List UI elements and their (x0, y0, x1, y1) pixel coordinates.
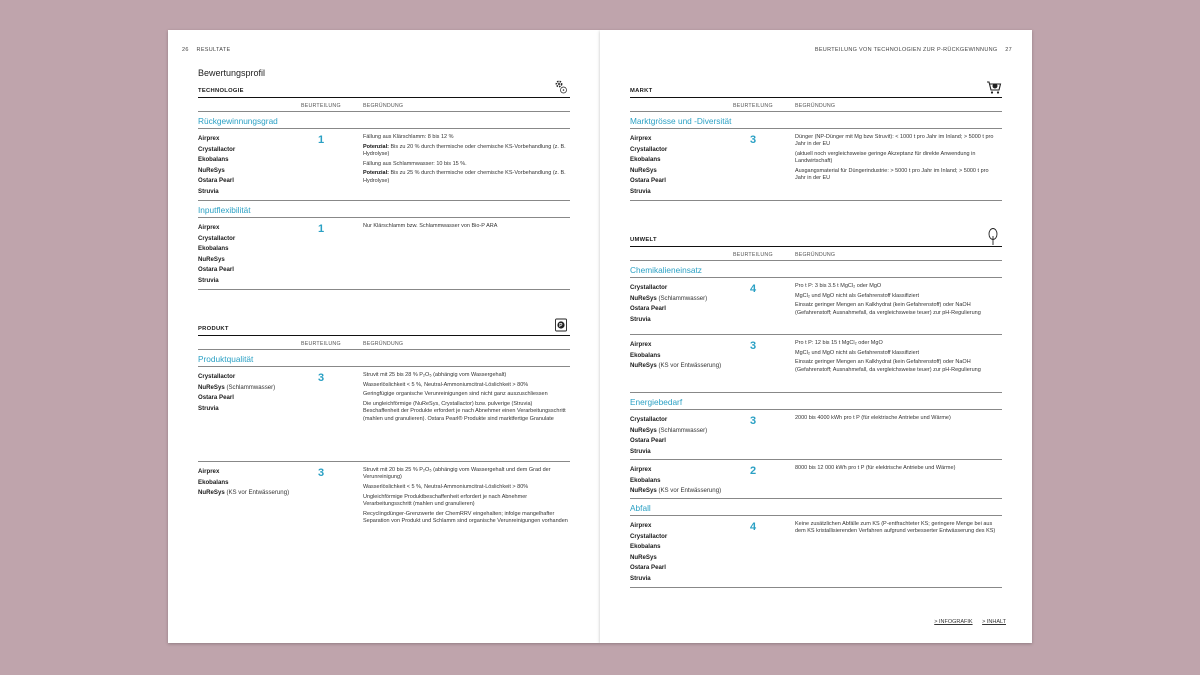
tech-name: Ostara Pearl (198, 394, 234, 402)
reason-line: Ungleichförmige Produktbeschaffenheit erfordert je nach Abnehmer Verarbeitungsschritt (mahlen und granulieren) (363, 493, 528, 507)
tech-name: Ekobalans (630, 351, 661, 359)
col-rating: BEURTEILUNG (301, 103, 341, 109)
technology-list (630, 134, 667, 198)
reason-line: Keine zusätzlichen Abfälle zum KS (P-entfrachteter KS; geringere Menge bei aus dem KS kristallisierenden Verfahren aufgrund verbesserter Entwässerung des KS) (795, 521, 996, 535)
table-row (630, 410, 1002, 460)
reason-line: Geringfügige organische Verunreinigungen sind nicht ganz auszuschliessen (363, 391, 548, 398)
tech-name: Ekobalans (198, 156, 229, 164)
tech-name: Crystallactor (630, 532, 668, 540)
tech-name: NuReSys (630, 166, 657, 174)
reason-line (363, 144, 568, 158)
footer-links (926, 619, 1006, 625)
tech-name: Ekobalans (630, 476, 661, 484)
tech-note: (KS vor Entwässerung) (656, 362, 722, 370)
tech-name: Crystallactor (198, 145, 236, 153)
column-headers (630, 98, 1002, 112)
table-row (630, 516, 1002, 588)
column-headers (198, 336, 570, 350)
tech-name: Struvia (198, 404, 219, 412)
tech-name: Airprex (198, 135, 220, 142)
column-headers (198, 98, 570, 112)
rating-score: 3 (750, 340, 757, 352)
rating-score: 1 (318, 223, 325, 235)
right-page-number: 27 (1005, 47, 1012, 53)
reason-line: Struvit mit 20 bis 25 % P₂O₅ (abhängig vom Wassergehalt und dem Grad der Verunreinigung) (363, 467, 551, 481)
section-heading (630, 233, 1002, 247)
tech-name: Airprex (198, 468, 220, 475)
reason-line: Fällung aus Klärschlamm: 8 bis 12 % (363, 134, 454, 140)
col-rating: BEURTEILUNG (733, 252, 773, 258)
reason-line: 2000 bis 4000 kWh pro t P (für elektrische Antriebe und Wärme) (795, 415, 951, 421)
tech-note: (KS vor Entwässerung) (224, 489, 290, 497)
rating-score: 3 (750, 415, 757, 427)
right-running-head (815, 47, 1018, 53)
tech-name: Crystallactor (630, 284, 668, 291)
technology-list (630, 415, 707, 457)
left-running-head (182, 47, 236, 53)
table-row (630, 278, 1002, 335)
tech-name: NuReSys (630, 294, 657, 302)
tech-note: (Schlammwasser) (656, 294, 708, 302)
tech-name: Ostara Pearl (630, 305, 666, 313)
tech-name: Struvia (630, 574, 651, 582)
rating-reason (795, 465, 1000, 475)
tech-name: NuReSys (630, 426, 657, 434)
reason-line: Pro t P: 3 bis 3.5 t MgCl₂ oder MgO (795, 283, 882, 289)
tech-name: Ostara Pearl (630, 437, 666, 445)
rating-reason (363, 372, 568, 425)
col-reason: BEGRÜNDUNG (363, 103, 404, 109)
tech-name: Ostara Pearl (630, 177, 666, 185)
rating-score: 3 (750, 134, 757, 146)
reason-line: Wasserlöslichkeit < 5 %, Neutral-Ammoniumcitrat-Löslichkeit > 80% (363, 381, 529, 388)
reason-line: Struvit mit 25 bis 28 % P₂O₅ (abhängig vom Wassergehalt) (363, 372, 507, 378)
section-heading-label: MARKT (630, 88, 653, 94)
tech-name: Struvia (630, 447, 651, 455)
reason-line: Wasserlöslichkeit < 5 %, Neutral-Ammoniumcitrat-Löslichkeit > 80% (363, 483, 529, 490)
col-rating: BEURTEILUNG (301, 341, 341, 347)
infografik-link[interactable]: > INFOGRAFIK (934, 619, 973, 625)
technology-list (198, 134, 235, 198)
right-section-label: BEURTEILUNG VON TECHNOLOGIEN ZUR P-RÜCKGEWINNUNG (814, 47, 998, 53)
left-page-number: 26 (182, 47, 189, 53)
technology-list (198, 372, 275, 414)
reason-line: Die ungleichförmige (NuReSys, Crystallactor) bzw. pulverige (Struvia) Beschaffenheit der Produkte erfordert je nach Abnehmer einen Verarbeitungsschritt (mahlen und granulieren). Ostara Pearl® Produkte sind marktfertige Granulate (363, 401, 566, 422)
technology-list (630, 283, 707, 325)
section-heading-label: PRODUKT (198, 326, 229, 332)
inhalt-link[interactable]: > INHALT (982, 619, 1006, 625)
section-heading-label: TECHNOLOGIE (198, 88, 244, 94)
table-row (198, 462, 570, 558)
category-title: Marktgrösse und -Diversität (630, 112, 1002, 129)
rating-reason (795, 340, 1000, 376)
tech-note: (Schlammwasser) (224, 383, 276, 391)
tech-name: Airprex (630, 466, 652, 473)
tech-name: Ostara Pearl (198, 266, 234, 274)
section-markt (630, 84, 1002, 201)
reason-line: (aktuell noch vergleichsweise geringe Akzeptanz für direkte Anwendung in Landwirtschaft) (795, 150, 976, 165)
category-title: Abfall (630, 499, 1002, 516)
section-umwelt (630, 233, 1002, 588)
section-heading (630, 84, 1002, 98)
rating-score: 3 (318, 467, 325, 479)
table-row (630, 460, 1002, 499)
reason-line: Nur Klärschlamm bzw. Schlammwasser von Bio-P ARA (363, 223, 498, 229)
category-title: Inputflexibilität (198, 201, 570, 218)
tech-name: Ekobalans (630, 543, 661, 551)
tech-name: Airprex (630, 522, 652, 529)
col-reason: BEGRÜNDUNG (795, 103, 836, 109)
section-technologie (198, 84, 570, 290)
tech-name: Ekobalans (198, 245, 229, 253)
reason-line: Einsatz geringer Mengen an Kalkhydrat (kein Gefahrenstoff) oder NaOH (Gefahrenstoff; Ausnahmefall, da vergleichsweise teuer) zur pH-Regulierung (795, 359, 981, 373)
tech-name: Struvia (198, 187, 219, 195)
tech-name: NuReSys (198, 255, 225, 263)
section-heading-label: UMWELT (630, 237, 657, 243)
table-row (198, 218, 570, 290)
section-heading (198, 322, 570, 336)
reason-emphasis: Potenzial: (363, 143, 389, 150)
tech-name: Struvia (198, 276, 219, 284)
tech-name: Airprex (630, 341, 652, 348)
tech-name: NuReSys (630, 553, 657, 561)
rating-score: 3 (318, 372, 325, 384)
rating-score: 2 (750, 465, 757, 477)
page-title: Bewertungsprofil (198, 68, 266, 78)
rating-score: 1 (318, 134, 325, 146)
tech-name: Crystallactor (198, 234, 236, 242)
rating-score: 4 (750, 283, 757, 295)
section-heading (198, 84, 570, 98)
left-section-label: RESULTATE (196, 47, 231, 53)
tech-name: Crystallactor (630, 145, 668, 153)
tech-name: Airprex (198, 224, 220, 231)
tech-name: Crystallactor (198, 373, 236, 380)
technology-list (198, 467, 289, 499)
col-rating: BEURTEILUNG (733, 103, 773, 109)
tech-name: Crystallactor (630, 416, 668, 423)
phosphorus-product-icon (554, 317, 568, 333)
tree-icon (986, 228, 1000, 244)
gears-icon (554, 79, 568, 95)
column-headers (630, 247, 1002, 261)
reason-text: Bis zu 20 % durch thermische oder chemische KS-Vorbehandlung (z. B. Hydrolyse) (363, 143, 566, 157)
reason-line: Einsatz geringer Mengen an Kalkhydrat (kein Gefahrenstoff) oder NaOH (Gefahrenstoff; Ausnahmefall, da vergleichsweise teuer) zur pH-Regulierung (795, 302, 981, 316)
tech-note: (KS vor Entwässerung) (656, 487, 722, 495)
rating-reason (795, 283, 1000, 319)
tech-name: Struvia (630, 187, 651, 195)
rating-reason (363, 467, 568, 527)
tech-name: Ekobalans (198, 478, 229, 486)
right-page (600, 30, 1032, 643)
col-reason: BEGRÜNDUNG (363, 341, 404, 347)
shopping-cart-icon (986, 79, 1000, 95)
tech-name: Ostara Pearl (630, 564, 666, 572)
tech-name: NuReSys (630, 362, 657, 370)
tech-name: NuReSys (198, 489, 225, 497)
reason-line (363, 170, 568, 184)
svg-text:P: P (559, 323, 563, 329)
section-produkt (198, 322, 570, 558)
category-title: Chemikalieneinsatz (630, 261, 1002, 278)
reason-line: MgCl₂ und MgO nicht als Gefahrenstoff klassifiziert (795, 292, 919, 299)
rating-reason (795, 521, 1000, 538)
technology-list (630, 521, 667, 585)
technology-list (630, 340, 721, 372)
rating-reason (363, 134, 568, 187)
rating-reason (795, 415, 1000, 425)
technology-list (198, 223, 235, 287)
table-row (630, 129, 1002, 201)
tech-name: NuReSys (198, 166, 225, 174)
tech-name: Ekobalans (630, 156, 661, 164)
col-reason: BEGRÜNDUNG (795, 252, 836, 258)
category-title: Rückgewinnungsgrad (198, 112, 570, 129)
category-title: Produktqualität (198, 350, 570, 367)
tech-name: NuReSys (198, 383, 225, 391)
tech-note: (Schlammwasser) (656, 426, 708, 434)
reason-line: Recyclingdünger-Grenzwerte der ChemRRV eingehalten; infolge mangelhafter Separation von Produkt und Schlamm sind organische Verunreinigungen vorhanden (363, 510, 568, 524)
reason-line: Pro t P: 12 bis 15 t MgCl₂ oder MgO (795, 340, 883, 346)
tech-name: NuReSys (630, 487, 657, 495)
category-title: Energiebedarf (630, 393, 1002, 410)
table-row (198, 129, 570, 201)
rating-score: 4 (750, 521, 757, 533)
reason-line: Ausgangsmaterial für Düngerindustrie: > 5000 t pro Jahr im Inland; > 5000 t pro Jahr in der EU (795, 167, 989, 182)
technology-list (630, 465, 721, 497)
tech-name: Ostara Pearl (198, 177, 234, 185)
reason-line: Fällung aus Schlammwasser: 10 bis 15 %. (363, 160, 467, 167)
table-row (630, 335, 1002, 393)
reason-line: Dünger (NP-Dünger mit Mg bzw Struvit): < 1000 t pro Jahr im Inland; > 5000 t pro Jahr in der EU (795, 134, 994, 148)
reason-emphasis: Potenzial: (363, 170, 389, 177)
reason-line: MgCl₂ und MgO nicht als Gefahrenstoff klassifiziert (795, 349, 919, 356)
rating-reason (363, 223, 568, 233)
left-page (168, 30, 600, 643)
table-row (198, 367, 570, 462)
rating-reason (795, 134, 1000, 185)
tech-name: Struvia (630, 315, 651, 323)
tech-name: Airprex (630, 135, 652, 142)
reason-text: Bis zu 25 % durch thermische oder chemische KS-Vorbehandlung (z. B. Hydrolyse) (363, 170, 566, 184)
reason-line: 8000 bis 12 000 kWh pro t P (für elektrische Antriebe und Wärme) (795, 465, 956, 471)
